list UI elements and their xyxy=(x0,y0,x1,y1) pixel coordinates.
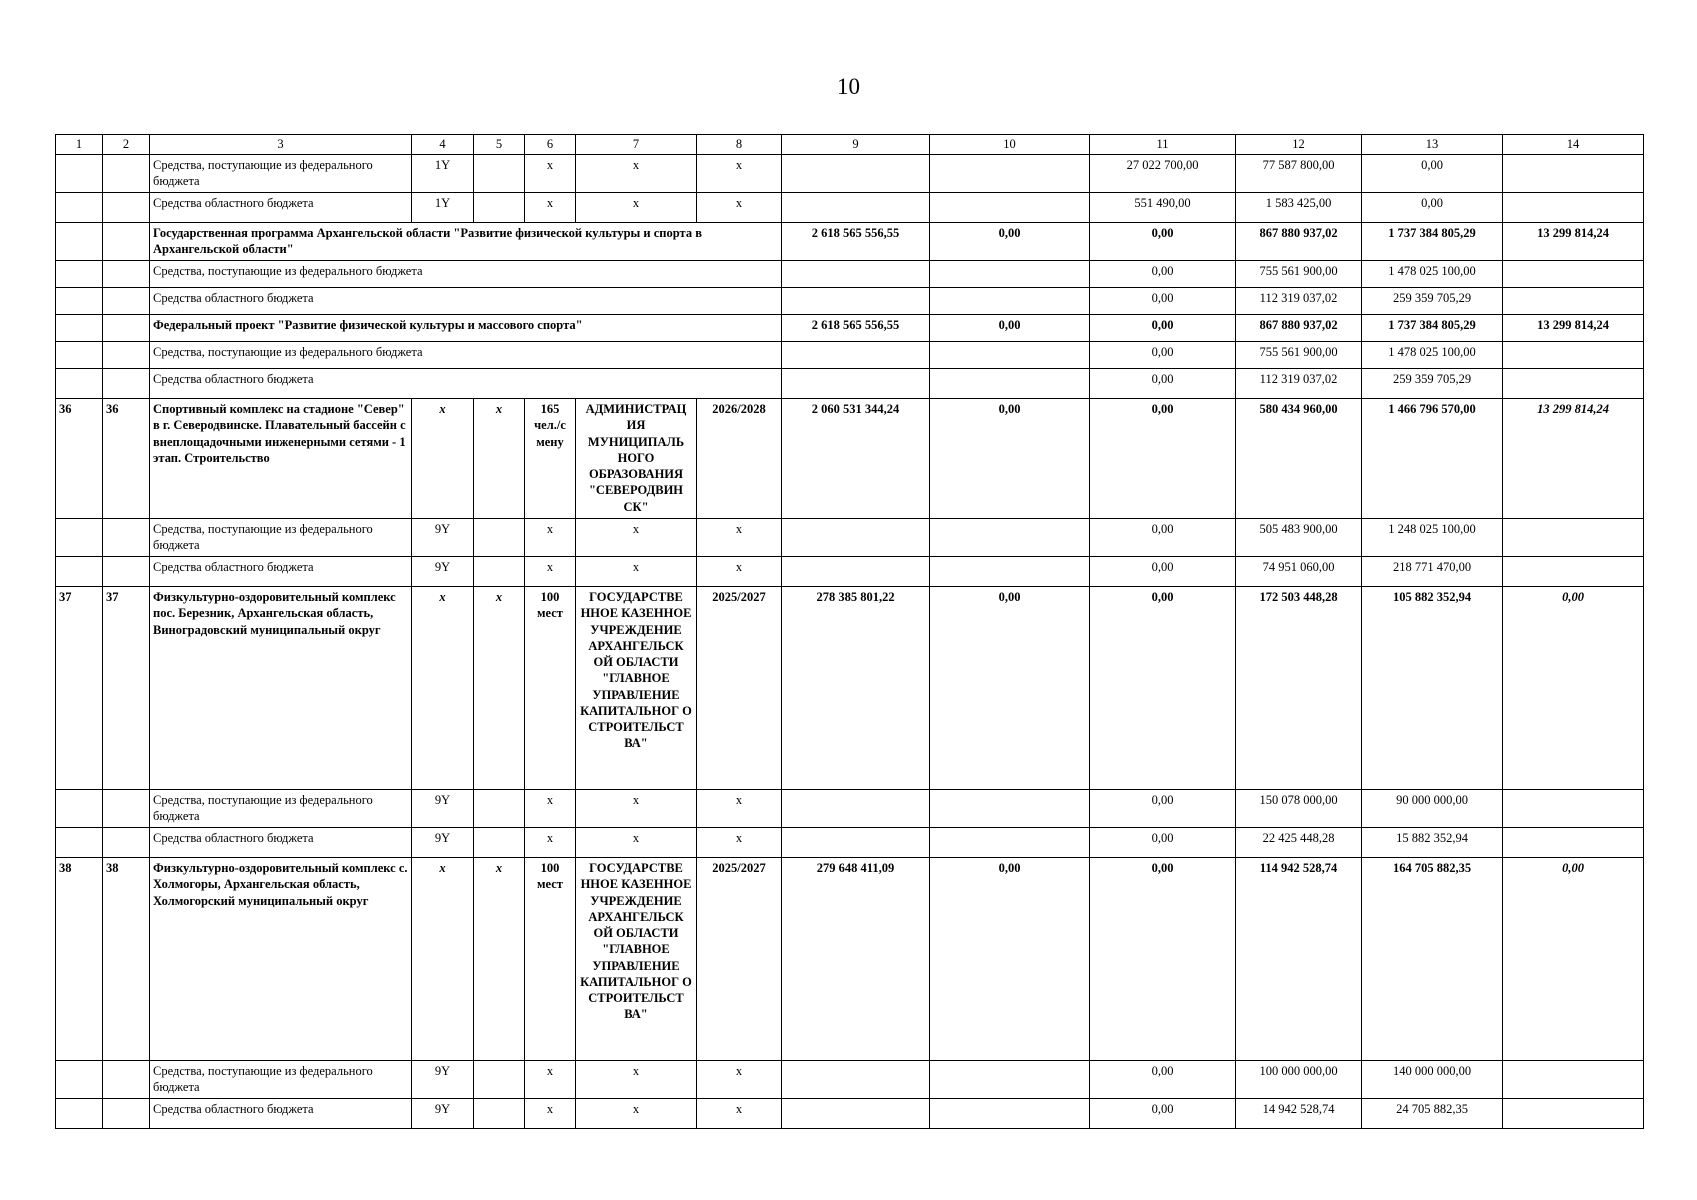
amount-cell: 172 503 448,28 xyxy=(1236,587,1362,790)
estimated-cost-cell xyxy=(782,790,930,828)
customer-cell: ГОСУДАРСТВЕ ННОЕ КАЗЕННОЕ УЧРЕЖДЕНИЕ АРХАНГЕЛЬСК ОЙ ОБЛАСТИ "ГЛАВНОЕ УПРАВЛЕНИЕ КАПИТАЛЬНОГ О СТРОИТЕЛЬСТ ВА" xyxy=(576,587,697,790)
table-row xyxy=(56,828,1644,858)
amount-cell xyxy=(930,1061,1090,1099)
budget-table xyxy=(55,134,1644,1129)
amount-cell: 505 483 900,00 xyxy=(1236,519,1362,557)
capacity-cell: х xyxy=(525,1099,576,1129)
object-title: Физкультурно-оздоровительный комплекс с. Холмогоры, Архангельская область, Холмогорский муниципальный округ xyxy=(150,858,412,1061)
funding-source-label: Средства, поступающие из федерального бюджета xyxy=(150,519,412,557)
customer-cell: х xyxy=(576,193,697,223)
empty-cell xyxy=(474,557,525,587)
funding-source-label: Средства областного бюджета xyxy=(150,557,412,587)
table-row xyxy=(56,223,1644,261)
row-number-cell xyxy=(56,1061,103,1099)
customer-cell: х xyxy=(576,790,697,828)
object-title: Физкультурно-оздоровительный комплекс пос. Березник, Архангельская область, Виноградовский муниципальный округ xyxy=(150,587,412,790)
amount-cell xyxy=(1503,155,1644,193)
table-row xyxy=(56,790,1644,828)
amount-cell: 0,00 xyxy=(930,587,1090,790)
amount-cell xyxy=(1503,828,1644,858)
row-number-cell xyxy=(103,288,150,315)
row-number-cell xyxy=(56,155,103,193)
funding-source-label: Средства, поступающие из федерального бюджета xyxy=(150,1061,412,1099)
table-row xyxy=(56,342,1644,369)
amount-cell: 13 299 814,24 xyxy=(1503,399,1644,519)
code-cell: х xyxy=(474,587,525,790)
amount-cell: 0,00 xyxy=(1090,288,1236,315)
capacity-cell: 100 мест xyxy=(525,858,576,1061)
empty-cell xyxy=(474,519,525,557)
column-number: 11 xyxy=(1090,135,1236,155)
code-cell: х xyxy=(474,399,525,519)
code-cell: 1Y xyxy=(412,193,474,223)
empty-cell xyxy=(474,1099,525,1129)
amount-cell xyxy=(930,261,1090,288)
code-cell: 9Y xyxy=(412,828,474,858)
capacity-cell: х xyxy=(525,557,576,587)
amount-cell: 1 248 025 100,00 xyxy=(1362,519,1503,557)
customer-cell: х xyxy=(576,155,697,193)
funding-source-label: Средства, поступающие из федерального бюджета xyxy=(150,790,412,828)
code-cell: х xyxy=(412,399,474,519)
program-title: Федеральный проект "Развитие физической культуры и массового спорта" xyxy=(150,315,782,342)
program-title: Государственная программа Архангельской области "Развитие физической культуры и спорта в Архангельской области" xyxy=(150,223,782,261)
period-cell: х xyxy=(697,1061,782,1099)
capacity-cell: 100 мест xyxy=(525,587,576,790)
amount-cell: 90 000 000,00 xyxy=(1362,790,1503,828)
row-number-cell xyxy=(103,1099,150,1129)
amount-cell xyxy=(930,790,1090,828)
amount-cell: 100 000 000,00 xyxy=(1236,1061,1362,1099)
estimated-cost-cell xyxy=(782,155,930,193)
table-row xyxy=(56,155,1644,193)
amount-cell xyxy=(930,369,1090,399)
amount-cell xyxy=(1503,193,1644,223)
row-number-cell xyxy=(103,342,150,369)
funding-source-label: Средства областного бюджета xyxy=(150,1099,412,1129)
row-number-cell xyxy=(56,828,103,858)
period-cell: х xyxy=(697,519,782,557)
amount-cell: 0,00 xyxy=(930,858,1090,1061)
code-cell: 9Y xyxy=(412,1061,474,1099)
customer-cell: х xyxy=(576,828,697,858)
amount-cell: 105 882 352,94 xyxy=(1362,587,1503,790)
amount-cell: 164 705 882,35 xyxy=(1362,858,1503,1061)
amount-cell xyxy=(1503,1099,1644,1129)
customer-cell: х xyxy=(576,557,697,587)
amount-cell: 867 880 937,02 xyxy=(1236,223,1362,261)
empty-cell xyxy=(474,155,525,193)
code-cell: х xyxy=(412,587,474,790)
code-cell: 9Y xyxy=(412,790,474,828)
row-number-cell xyxy=(56,369,103,399)
amount-cell: 259 359 705,29 xyxy=(1362,288,1503,315)
page-number: 10 xyxy=(837,74,860,99)
amount-cell: 0,00 xyxy=(1090,342,1236,369)
amount-cell: 77 587 800,00 xyxy=(1236,155,1362,193)
estimated-cost-cell: 278 385 801,22 xyxy=(782,587,930,790)
amount-cell: 0,00 xyxy=(1090,858,1236,1061)
capacity-cell: х xyxy=(525,1061,576,1099)
amount-cell: 867 880 937,02 xyxy=(1236,315,1362,342)
period-cell: х xyxy=(697,193,782,223)
row-number-cell: 38 xyxy=(103,858,150,1061)
amount-cell: 259 359 705,29 xyxy=(1362,369,1503,399)
estimated-cost-cell xyxy=(782,369,930,399)
row-number-cell xyxy=(103,790,150,828)
amount-cell: 1 466 796 570,00 xyxy=(1362,399,1503,519)
period-cell: х xyxy=(697,828,782,858)
amount-cell: 755 561 900,00 xyxy=(1236,261,1362,288)
funding-source-label: Средства областного бюджета xyxy=(150,828,412,858)
amount-cell xyxy=(930,828,1090,858)
table-row xyxy=(56,519,1644,557)
object-title: Спортивный комплекс на стадионе "Север" в г. Северодвинске. Плавательный бассейн с внеплощадочными инженерными сетями - 1 этап. Строительство xyxy=(150,399,412,519)
amount-cell xyxy=(1503,342,1644,369)
table-row xyxy=(56,261,1644,288)
amount-cell: 0,00 xyxy=(1090,399,1236,519)
row-number-cell xyxy=(56,261,103,288)
row-number-cell: 37 xyxy=(103,587,150,790)
row-number-cell: 36 xyxy=(103,399,150,519)
row-number-cell xyxy=(56,288,103,315)
amount-cell: 24 705 882,35 xyxy=(1362,1099,1503,1129)
table-row xyxy=(56,193,1644,223)
empty-cell xyxy=(474,193,525,223)
row-number-cell: 38 xyxy=(56,858,103,1061)
estimated-cost-cell xyxy=(782,828,930,858)
amount-cell xyxy=(930,155,1090,193)
amount-cell: 0,00 xyxy=(1090,519,1236,557)
customer-cell: х xyxy=(576,1061,697,1099)
estimated-cost-cell xyxy=(782,519,930,557)
period-cell: х xyxy=(697,1099,782,1129)
amount-cell: 112 319 037,02 xyxy=(1236,288,1362,315)
amount-cell: 218 771 470,00 xyxy=(1362,557,1503,587)
amount-cell: 0,00 xyxy=(1090,828,1236,858)
table-row xyxy=(56,288,1644,315)
amount-cell: 1 583 425,00 xyxy=(1236,193,1362,223)
column-number: 6 xyxy=(525,135,576,155)
customer-cell: АДМИНИСТРАЦ ИЯ МУНИЦИПАЛЬ НОГО ОБРАЗОВАНИЯ "СЕВЕРОДВИН СК" xyxy=(576,399,697,519)
amount-cell: 15 882 352,94 xyxy=(1362,828,1503,858)
amount-cell: 0,00 xyxy=(930,223,1090,261)
column-number: 1 xyxy=(56,135,103,155)
amount-cell: 150 078 000,00 xyxy=(1236,790,1362,828)
amount-cell: 0,00 xyxy=(1090,261,1236,288)
table-row xyxy=(56,315,1644,342)
column-number: 13 xyxy=(1362,135,1503,155)
amount-cell: 755 561 900,00 xyxy=(1236,342,1362,369)
row-number-cell xyxy=(103,261,150,288)
amount-cell xyxy=(1503,288,1644,315)
amount-cell: 0,00 xyxy=(1090,557,1236,587)
row-number-cell xyxy=(103,828,150,858)
amount-cell: 0,00 xyxy=(1090,1061,1236,1099)
amount-cell: 22 425 448,28 xyxy=(1236,828,1362,858)
row-number-cell: 36 xyxy=(56,399,103,519)
estimated-cost-cell: 2 618 565 556,55 xyxy=(782,223,930,261)
row-number-cell xyxy=(56,223,103,261)
capacity-cell: х xyxy=(525,828,576,858)
row-number-cell xyxy=(103,369,150,399)
row-number-cell xyxy=(103,155,150,193)
column-number: 3 xyxy=(150,135,412,155)
amount-cell: 1 478 025 100,00 xyxy=(1362,342,1503,369)
column-number-row xyxy=(56,135,1644,155)
column-number: 2 xyxy=(103,135,150,155)
amount-cell xyxy=(930,342,1090,369)
amount-cell xyxy=(1503,1061,1644,1099)
amount-cell: 114 942 528,74 xyxy=(1236,858,1362,1061)
estimated-cost-cell: 279 648 411,09 xyxy=(782,858,930,1061)
row-number-cell: 37 xyxy=(56,587,103,790)
row-number-cell xyxy=(103,519,150,557)
amount-cell: 112 319 037,02 xyxy=(1236,369,1362,399)
customer-cell: ГОСУДАРСТВЕ ННОЕ КАЗЕННОЕ УЧРЕЖДЕНИЕ АРХАНГЕЛЬСК ОЙ ОБЛАСТИ "ГЛАВНОЕ УПРАВЛЕНИЕ КАПИТАЛЬНОГ О СТРОИТЕЛЬСТ ВА" xyxy=(576,858,697,1061)
column-number: 14 xyxy=(1503,135,1644,155)
empty-cell xyxy=(474,1061,525,1099)
column-number: 7 xyxy=(576,135,697,155)
amount-cell xyxy=(1503,369,1644,399)
code-cell: х xyxy=(474,858,525,1061)
amount-cell: 551 490,00 xyxy=(1090,193,1236,223)
estimated-cost-cell: 2 060 531 344,24 xyxy=(782,399,930,519)
amount-cell: 0,00 xyxy=(930,315,1090,342)
row-number-cell xyxy=(56,193,103,223)
row-number-cell xyxy=(56,342,103,369)
amount-cell: 14 942 528,74 xyxy=(1236,1099,1362,1129)
funding-source-label: Средства, поступающие из федерального бюджета xyxy=(150,261,782,288)
estimated-cost-cell xyxy=(782,1099,930,1129)
amount-cell: 1 737 384 805,29 xyxy=(1362,315,1503,342)
amount-cell: 1 737 384 805,29 xyxy=(1362,223,1503,261)
column-number: 9 xyxy=(782,135,930,155)
estimated-cost-cell xyxy=(782,193,930,223)
capacity-cell: х xyxy=(525,193,576,223)
amount-cell: 0,00 xyxy=(1503,587,1644,790)
empty-cell xyxy=(474,828,525,858)
amount-cell: 0,00 xyxy=(1090,1099,1236,1129)
amount-cell: 13 299 814,24 xyxy=(1503,223,1644,261)
row-number-cell xyxy=(103,315,150,342)
amount-cell: 0,00 xyxy=(1503,858,1644,1061)
code-cell: 1Y xyxy=(412,155,474,193)
funding-source-label: Средства, поступающие из федерального бюджета xyxy=(150,342,782,369)
column-number: 5 xyxy=(474,135,525,155)
amount-cell: 0,00 xyxy=(1090,315,1236,342)
amount-cell: 0,00 xyxy=(1362,193,1503,223)
table-row xyxy=(56,399,1644,519)
table-row xyxy=(56,587,1644,790)
estimated-cost-cell: 2 618 565 556,55 xyxy=(782,315,930,342)
table-row xyxy=(56,1061,1644,1099)
amount-cell xyxy=(930,288,1090,315)
capacity-cell: х xyxy=(525,790,576,828)
row-number-cell xyxy=(56,519,103,557)
amount-cell xyxy=(1503,557,1644,587)
amount-cell xyxy=(930,519,1090,557)
estimated-cost-cell xyxy=(782,261,930,288)
amount-cell xyxy=(1503,261,1644,288)
customer-cell: х xyxy=(576,519,697,557)
amount-cell xyxy=(1503,519,1644,557)
row-number-cell xyxy=(56,790,103,828)
amount-cell: 13 299 814,24 xyxy=(1503,315,1644,342)
code-cell: 9Y xyxy=(412,557,474,587)
period-cell: х xyxy=(697,557,782,587)
capacity-cell: 165 чел./с мену xyxy=(525,399,576,519)
table-row xyxy=(56,557,1644,587)
amount-cell: 140 000 000,00 xyxy=(1362,1061,1503,1099)
period-cell: 2025/2027 xyxy=(697,587,782,790)
period-cell: х xyxy=(697,155,782,193)
amount-cell: 74 951 060,00 xyxy=(1236,557,1362,587)
funding-source-label: Средства областного бюджета xyxy=(150,369,782,399)
column-number: 10 xyxy=(930,135,1090,155)
table-row xyxy=(56,858,1644,1061)
estimated-cost-cell xyxy=(782,1061,930,1099)
period-cell: 2025/2027 xyxy=(697,858,782,1061)
row-number-cell xyxy=(56,1099,103,1129)
empty-cell xyxy=(474,790,525,828)
table-row xyxy=(56,369,1644,399)
row-number-cell xyxy=(56,315,103,342)
amount-cell: 0,00 xyxy=(1090,223,1236,261)
amount-cell: 0,00 xyxy=(1362,155,1503,193)
capacity-cell: х xyxy=(525,519,576,557)
row-number-cell xyxy=(103,193,150,223)
row-number-cell xyxy=(103,557,150,587)
estimated-cost-cell xyxy=(782,288,930,315)
row-number-cell xyxy=(103,223,150,261)
row-number-cell xyxy=(103,1061,150,1099)
funding-source-label: Средства, поступающие из федерального бюджета xyxy=(150,155,412,193)
amount-cell: 0,00 xyxy=(1090,369,1236,399)
period-cell: 2026/2028 xyxy=(697,399,782,519)
column-number: 8 xyxy=(697,135,782,155)
code-cell: 9Y xyxy=(412,1099,474,1129)
amount-cell xyxy=(1503,790,1644,828)
funding-source-label: Средства областного бюджета xyxy=(150,288,782,315)
amount-cell: 27 022 700,00 xyxy=(1090,155,1236,193)
funding-source-label: Средства областного бюджета xyxy=(150,193,412,223)
column-number: 12 xyxy=(1236,135,1362,155)
code-cell: 9Y xyxy=(412,519,474,557)
amount-cell xyxy=(930,1099,1090,1129)
amount-cell: 1 478 025 100,00 xyxy=(1362,261,1503,288)
period-cell: х xyxy=(697,790,782,828)
amount-cell: 0,00 xyxy=(1090,587,1236,790)
code-cell: х xyxy=(412,858,474,1061)
amount-cell xyxy=(930,557,1090,587)
estimated-cost-cell xyxy=(782,342,930,369)
customer-cell: х xyxy=(576,1099,697,1129)
capacity-cell: х xyxy=(525,155,576,193)
table-row xyxy=(56,1099,1644,1129)
amount-cell: 0,00 xyxy=(1090,790,1236,828)
estimated-cost-cell xyxy=(782,557,930,587)
column-number: 4 xyxy=(412,135,474,155)
amount-cell: 0,00 xyxy=(930,399,1090,519)
row-number-cell xyxy=(56,557,103,587)
amount-cell xyxy=(930,193,1090,223)
amount-cell: 580 434 960,00 xyxy=(1236,399,1362,519)
